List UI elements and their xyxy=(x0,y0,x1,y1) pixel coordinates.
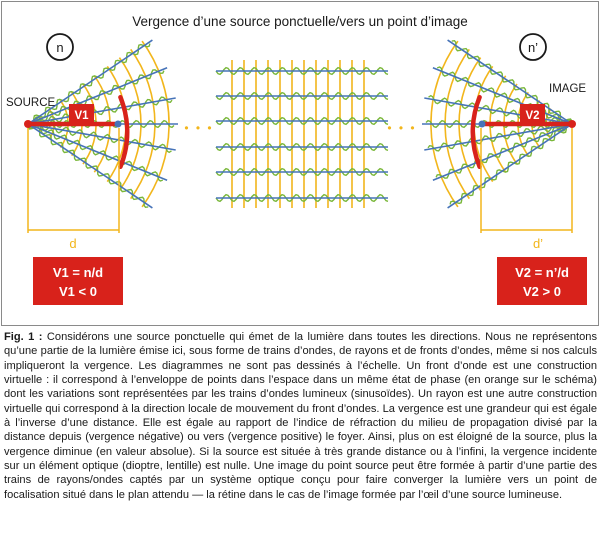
image-label: IMAGE xyxy=(549,83,587,95)
right-formula-line1: V2 = n’/d xyxy=(515,265,569,280)
right-medium-indicator xyxy=(520,34,546,60)
figure-caption xyxy=(4,330,597,502)
right-vergence-tag: V2 xyxy=(525,110,540,122)
caption-label: Fig. 1 : xyxy=(4,331,43,343)
source-point xyxy=(24,120,32,128)
source-label: SOURCE xyxy=(6,97,56,109)
left-medium-indicator xyxy=(47,34,73,60)
right-formula-box xyxy=(497,257,587,305)
left-distance-bracket xyxy=(28,128,119,233)
left-formula-box xyxy=(33,257,123,305)
caption-text: Considérons une source ponctuelle qui émet de la lumière dans toutes les directions. Nous ne représentons qu’une partie de la lumière émise ici, sous forme de trains d’ondes, de rayons et de fronts d’ondes, même si nos calculs impliqueront la vergence. Les diagrammes ne sont pas dessinés à l’échelle. Un front d’onde est une construction virtuelle : il correspond à l’enveloppe de points dans l’espace dans un même état de phase (en orange sur le schéma) dont les variations sont représentées par les trains d’ondes lumineux (sinusoïdes). Un rayon est une autre construction virtuelle qui correspond à la direction locale de mouvement du front d’ondes. La vergence est une grandeur qui est égale à l’inverse d’une distance. Elle est égale au rapport de l’indice de réfraction du milieu de propagation divisé par la distance depuis (vergence négative) ou vers (vergence positive) le foyer. Ainsi, plus on est éloigné de la source, plus la vergence diminue (en valeur absolue). Si la source est située à très grande distance ou à l’infini, la vergence incidente sur un élément optique (dioptre, lentille) est nulle. Une image du point source peut être formée à partir d’une partie des trains de rayons/ondes captés par un système optique conçu pour faire converger la lumière vers un point de focalisation situé dans le plan attendu — la rétine dans le cas de l’image formée par l’œil d’une source lumineuse. xyxy=(4,331,597,501)
middle-wavefronts xyxy=(232,60,364,208)
left-formula-line1: V1 = n/d xyxy=(52,265,104,280)
left-vergence-tag: V1 xyxy=(74,110,89,122)
left-formula-line2: V1 < 0 xyxy=(59,284,97,299)
middle-wave-trains xyxy=(216,68,388,202)
right-distance-label: d’ xyxy=(532,236,544,251)
left-medium-label: n xyxy=(56,40,64,55)
diagram-title: Vergence d’une source ponctuelle/vers un point d’image xyxy=(132,14,468,29)
right-medium-label: n’ xyxy=(527,40,539,55)
left-ellipsis: • • • xyxy=(184,121,214,135)
right-ellipsis: • • • xyxy=(387,121,417,135)
left-distance-label: d xyxy=(69,236,77,251)
middle-rays xyxy=(216,71,388,198)
right-vergence-endpoint xyxy=(479,121,486,128)
right-formula-line2: V2 > 0 xyxy=(523,284,561,299)
image-point xyxy=(568,120,576,128)
left-vergence-endpoint xyxy=(115,121,122,128)
